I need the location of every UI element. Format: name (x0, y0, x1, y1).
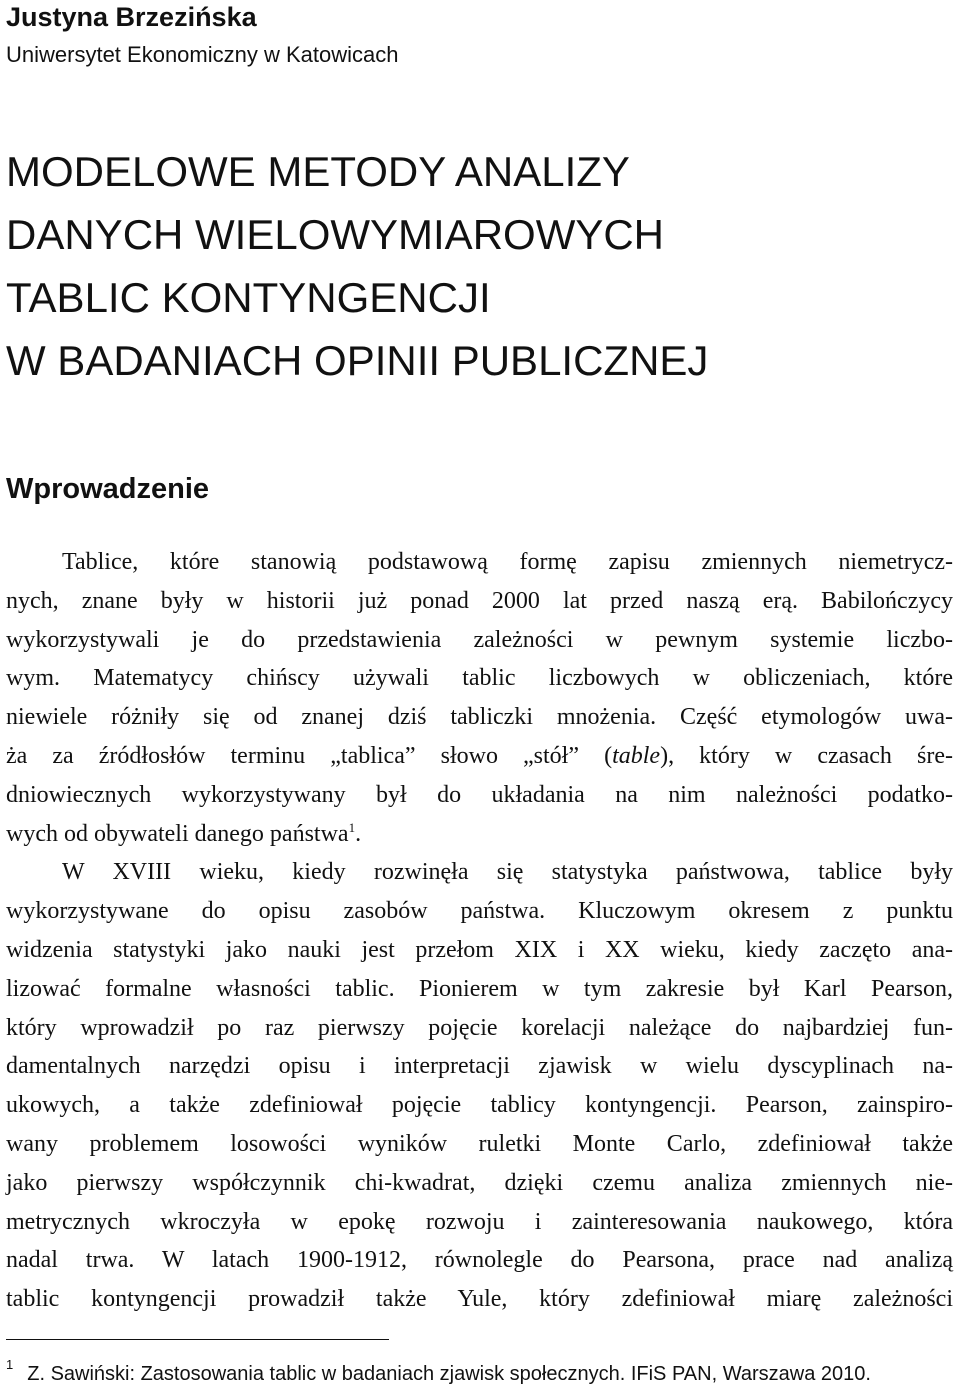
text-line (6, 815, 953, 854)
article-title (6, 140, 708, 392)
text-line: wym. Matematycy chińscy używali tablic liczbowych w obliczeniach, które (6, 665, 953, 692)
footnote-separator (6, 1339, 389, 1340)
section-heading: Wprowadzenie (6, 473, 210, 505)
text-line: jako pierwszy współczynnik chi-kwadrat, dzięki czemu analiza zmiennych nie- (6, 1169, 953, 1196)
text-line: wany problemem losowości wyników ruletki Monte Carlo, zdefiniował także (6, 1130, 953, 1157)
title-line: MODELOWE METODY ANALIZY (6, 148, 630, 195)
text-line: metrycznych wkroczyła w epokę rozwoju i zainteresowania naukowego, która (6, 1208, 953, 1235)
title-line: TABLIC KONTYNGENCJI (6, 274, 491, 321)
italic-term: table (612, 742, 661, 769)
text-segment: ża za źródłosłów terminu „tablica” słowo „stół” ( (6, 742, 613, 769)
text-line: damentalnych narzędzi opisu i interpretacji zjawisk w wielu dyscyplinach na- (6, 1053, 953, 1080)
text-line: lizować formalne własności tablic. Pionierem w tym zakresie był Karl Pearson, (6, 975, 953, 1002)
text-line: W XVIII wieku, kiedy rozwinęła się statystyka państwowa, tablice były (62, 859, 953, 886)
footnote-reference[interactable]: 1 (348, 819, 356, 835)
title-line: W BADANIACH OPINII PUBLICZNEJ (6, 337, 709, 384)
author-name: Justyna Brzezińska (6, 2, 257, 32)
footnote-text: Z. Sawiński: Zastosowania tablic w badaniach zjawisk społecznych. IFiS PAN, Warszawa 2010. (27, 1363, 871, 1385)
text-line: dniowiecznych wykorzystywany był do układania na nim należności podatko- (6, 781, 953, 808)
text-line: tablic kontyngencji prowadził także Yule, który zdefiniował miarę zależności (6, 1286, 953, 1313)
text-line: wykorzystywane do opisu zasobów państwa. Kluczowym okresem z punktu (6, 898, 953, 925)
text-line: wykorzystywali je do przedstawienia zależności w pewnym systemie liczbo- (6, 626, 953, 653)
footnote (6, 1352, 871, 1387)
text-line: nadal trwa. W latach 1900-1912, równolegle do Pearsona, prace nad analizą (6, 1247, 953, 1274)
text-segment: ), który w czasach śre- (660, 742, 953, 769)
text-segment: wych od obywateli danego państwa (6, 820, 349, 847)
text-line: który wprowadził po raz pierwszy pojęcie korelacji należące do najbardziej fun- (6, 1014, 953, 1041)
text-line: niewiele różniły się od znanej dziś tabliczki mnożenia. Część etymologów uwa- (6, 704, 953, 731)
author-affiliation: Uniwersytet Ekonomiczny w Katowicach (6, 42, 399, 67)
title-line: DANYCH WIELOWYMIAROWYCH (6, 211, 665, 258)
text-line: ukowych, a także zdefiniował pojęcie tablicy kontyngencji. Pearson, zainspiro- (6, 1092, 953, 1119)
text-line (6, 737, 953, 776)
text-segment: . (355, 820, 362, 847)
footnote-marker: 1 (6, 1357, 14, 1372)
body-text (6, 543, 953, 1319)
text-line: widzenia statystyki jako nauki jest przełom XIX i XX wieku, kiedy zaczęto ana- (6, 936, 953, 963)
text-line: Tablice, które stanowią podstawową formę zapisu zmiennych niemetrycz- (62, 549, 953, 575)
text-line: nych, znane były w historii już ponad 2000 lat przed naszą erą. Babilończycy (6, 587, 953, 614)
